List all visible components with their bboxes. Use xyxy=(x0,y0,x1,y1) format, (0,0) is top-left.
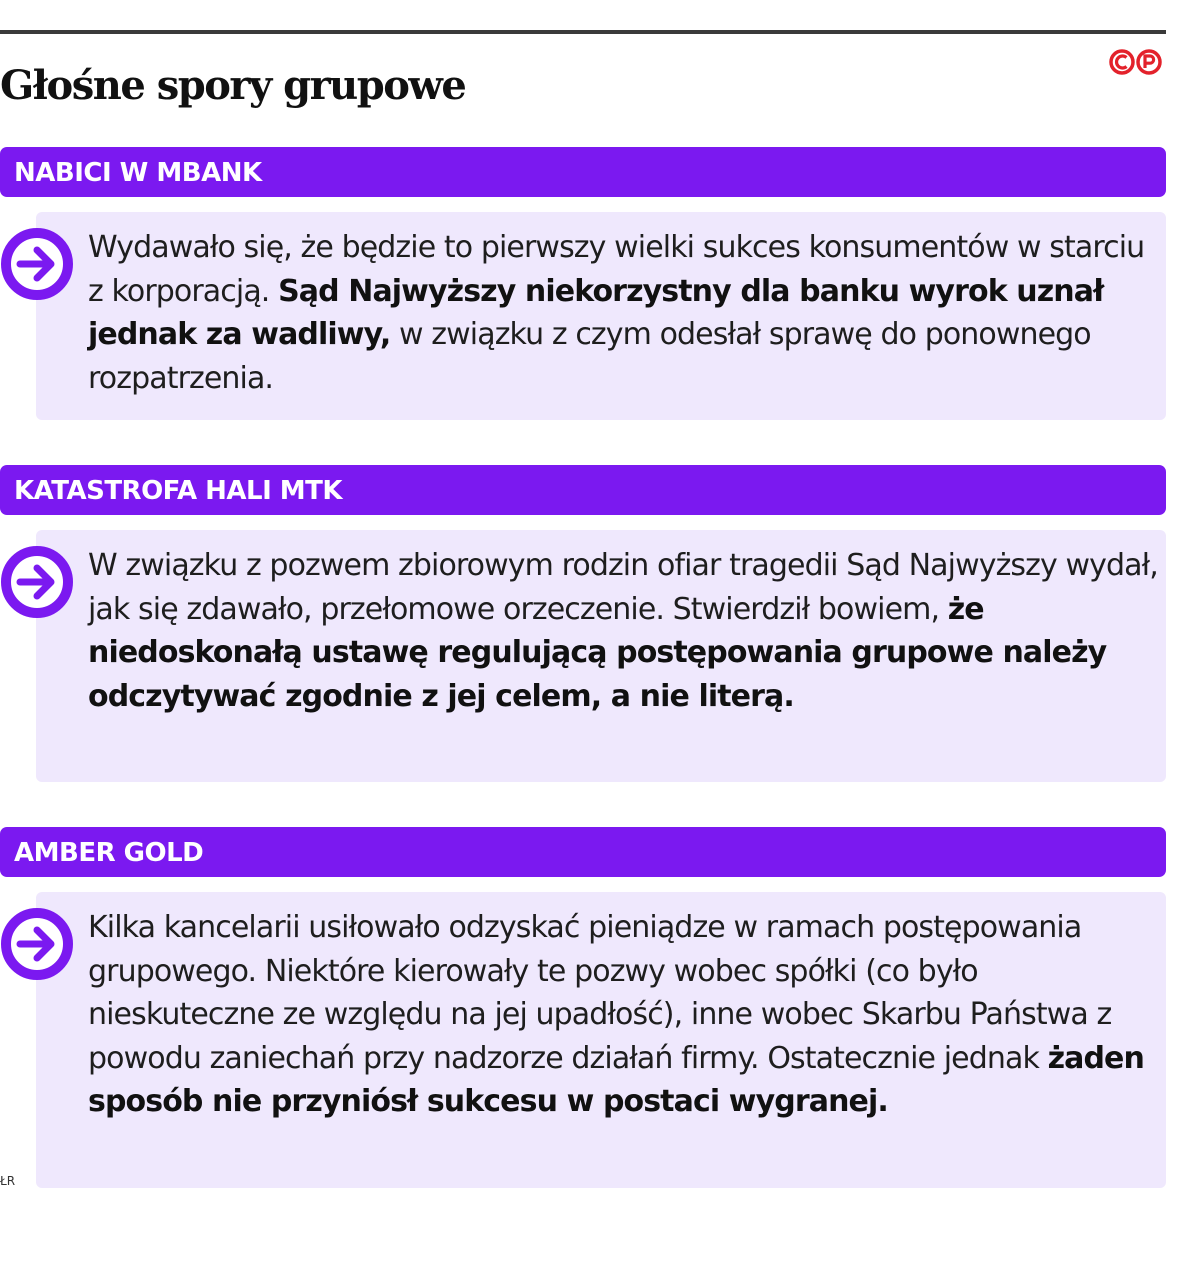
arrow-right-circle-icon xyxy=(0,907,74,981)
text-emphasis: że niedoskonałą ustawę regulującą postępowania grupowe należy odczytywać zgodnie z jej celem, a nie literą. xyxy=(88,591,1107,714)
text-regular: w związku z czym odesłał sprawę do ponownego rozpatrzenia. xyxy=(88,317,1091,396)
section-header-amber-gold: AMBER GOLD xyxy=(0,827,1166,877)
section-text-nabici-w-mbank xyxy=(88,226,1158,400)
text-regular: Kilka kancelarii usiłowało odzyskać pieniądze w ramach postępowania grupowego. Niektóre kierowały te pozwy wobec spółki (co było nieskuteczne ze względu na jej upadłość), inne wobec Skarbu Państwa z powodu zaniechań przy nadzorze działań firmy. Ostatecznie jednak xyxy=(88,910,1112,1076)
text-emphasis: Sąd Najwyższy niekorzystny dla banku wyrok uznał jednak za wadliwy, xyxy=(88,273,1104,352)
publisher-logo-icon xyxy=(1108,48,1164,76)
author-credit: ŁR xyxy=(0,1174,16,1188)
text-regular: Wydawało się, że będzie to pierwszy wielki sukces konsumentów w starciu z korporacją. xyxy=(88,230,1145,309)
page-title: Głośne spory grupowe xyxy=(0,62,466,109)
top-rule xyxy=(0,30,1166,34)
arrow-right-circle-icon xyxy=(0,227,74,301)
section-text-amber-gold xyxy=(88,906,1158,1124)
text-emphasis: żaden sposób nie przyniósł sukcesu w postaci wygranej. xyxy=(88,1040,1144,1119)
text-regular: W związku z pozwem zbiorowym rodzin ofiar tragedii Sąd Najwyższy wydał, jak się zdawało, przełomowe orzeczenie. Stwierdził bowiem, xyxy=(88,548,1158,627)
section-text-katastrofa-hali-mtk xyxy=(88,544,1158,718)
section-header-katastrofa-hali-mtk: KATASTROFA HALI MTK xyxy=(0,465,1166,515)
arrow-right-circle-icon xyxy=(0,545,74,619)
section-header-nabici-w-mbank: NABICI W MBANK xyxy=(0,147,1166,197)
